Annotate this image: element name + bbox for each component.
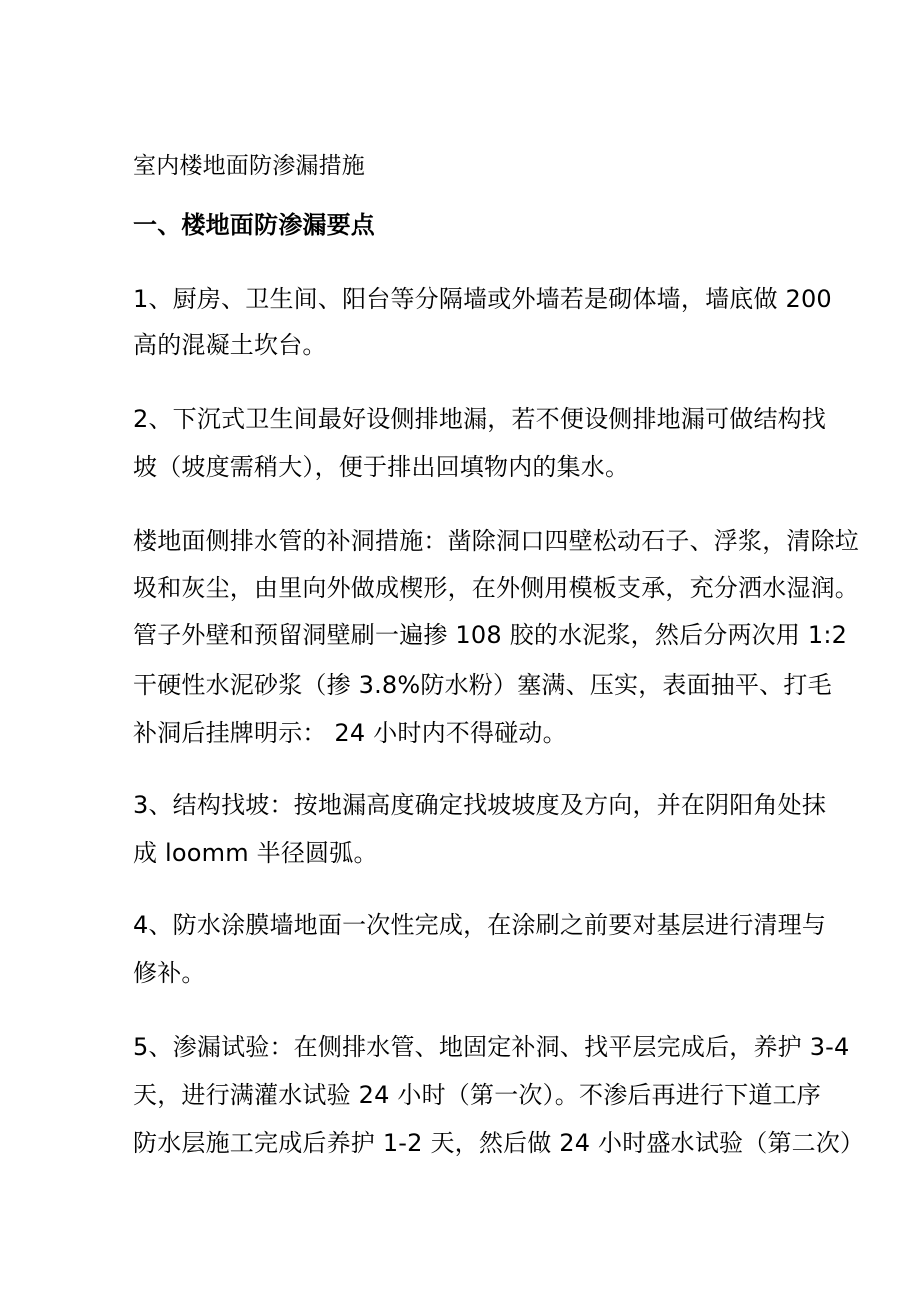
paragraph-line: 成 loomm 半径圆弧。 xyxy=(133,839,378,867)
paragraph-line: 4、防水涂膜墙地面一次性完成，在涂刷之前要对基层进行清理与 xyxy=(133,911,827,939)
paragraph-line: 补洞后挂牌明示： 24 小时内不得碰动。 xyxy=(133,719,567,747)
paragraph-line: 5、渗漏试验：在侧排水管、地固定补洞、找平层完成后，养护 3-4 xyxy=(133,1033,850,1061)
document-title: 室内楼地面防渗漏措施 xyxy=(133,153,365,179)
paragraph-line: 圾和灰尘，由里向外做成楔形，在外侧用模板支承，充分洒水湿润。 xyxy=(133,574,859,602)
paragraph-line: 天，进行满灌水试验 24 小时（第一次）。不渗后再进行下道工序 xyxy=(133,1081,821,1109)
paragraph-line: 防水层施工完成后养护 1-2 天，然后做 24 小时盛水试验（第二次） xyxy=(133,1129,865,1157)
paragraph-line: 2、下沉式卫生间最好设侧排地漏，若不便设侧排地漏可做结构找 xyxy=(133,405,827,433)
section-heading: 一、楼地面防渗漏要点 xyxy=(133,211,375,239)
paragraph-line: 高的混凝土坎台。 xyxy=(133,331,327,359)
paragraph-line: 坡（坡度需稍大），便于排出回填物内的集水。 xyxy=(133,453,630,481)
paragraph-line: 1、厨房、卫生间、阳台等分隔墙或外墙若是砌体墙，墙底做 200 xyxy=(133,285,832,313)
paragraph-line: 管子外壁和预留洞壁刷一遍掺 108 胶的水泥浆，然后分两次用 1:2 xyxy=(133,621,848,649)
paragraph-line: 楼地面侧排水管的补洞措施：凿除洞口四壁松动石子、浮浆，清除垃 xyxy=(133,527,859,555)
paragraph-line: 3、结构找坡：按地漏高度确定找坡坡度及方向，并在阴阳角处抹 xyxy=(133,791,827,819)
paragraph-line: 修补。 xyxy=(133,959,206,987)
paragraph-line: 干硬性水泥砂浆（掺 3.8%防水粉）塞满、压实，表面抽平、打毛 xyxy=(133,671,832,699)
